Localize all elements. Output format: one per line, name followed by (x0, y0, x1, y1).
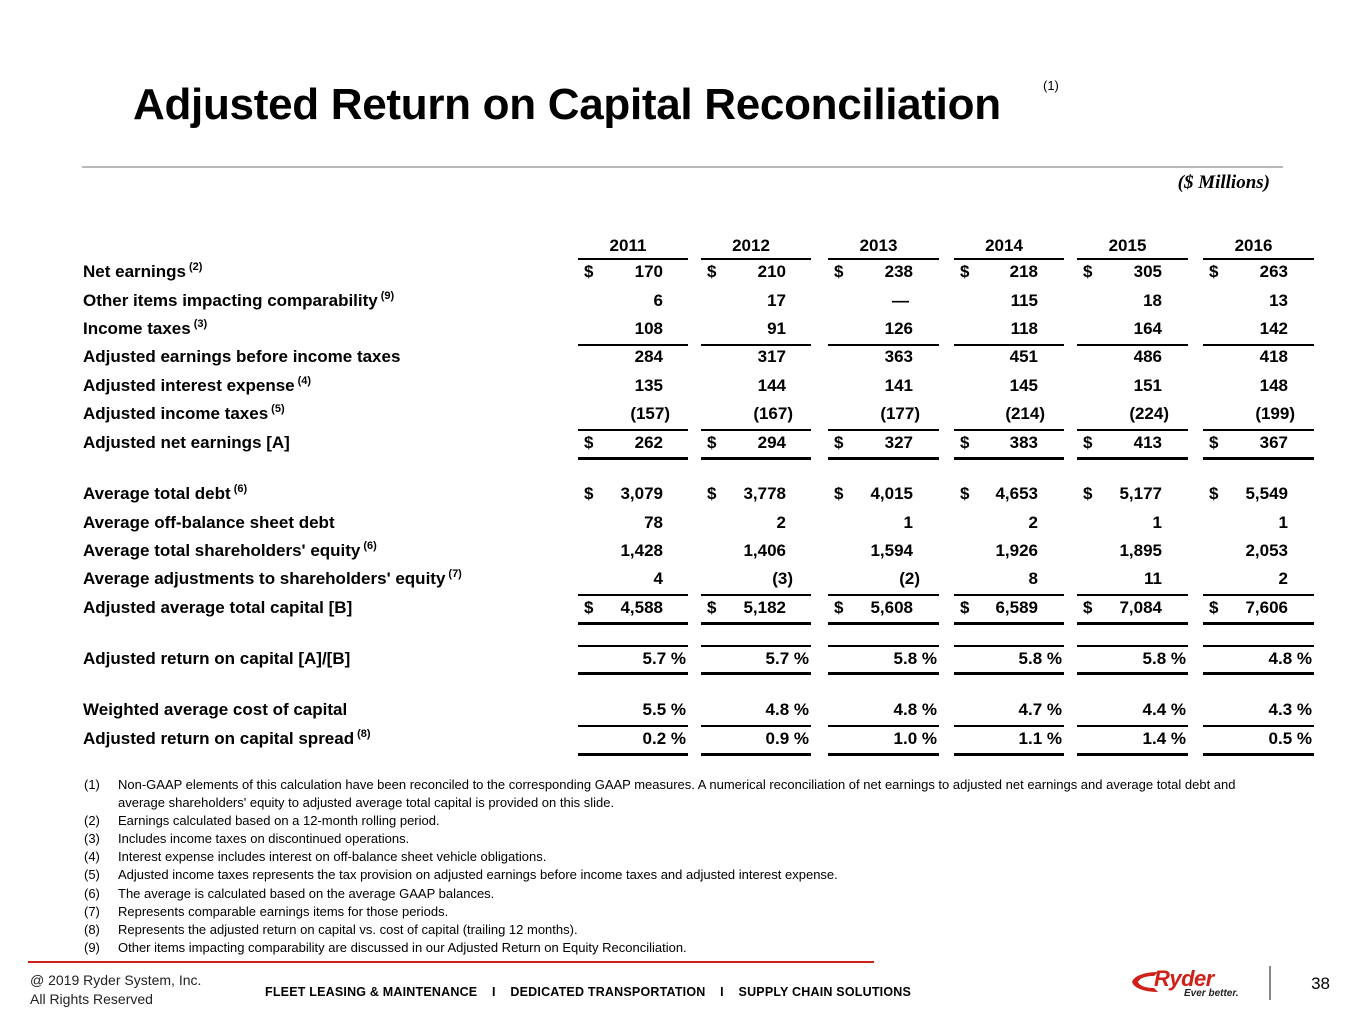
table-cell: 141 (884, 376, 913, 395)
cell-underline (701, 258, 811, 260)
table-cell: 2 (776, 513, 786, 532)
row-label-text: Adjusted return on capital spread (83, 729, 355, 748)
cell-underline (578, 753, 688, 756)
cell-underline (1077, 725, 1188, 727)
table-cell: 294 (757, 433, 786, 452)
table-cell: 4.8 % (1268, 649, 1312, 668)
cell-underline (954, 725, 1064, 727)
footnote-ref: (8) (357, 728, 371, 740)
table-cell: 413 (1133, 433, 1162, 452)
cell-underline (1077, 457, 1188, 460)
row-label-text: Adjusted net earnings [A] (83, 433, 290, 452)
table-cell: 17 (767, 291, 786, 310)
table-cell: 2 (1278, 569, 1288, 588)
footnote: (1) Non-GAAP elements of this calculation have been reconciled to the corresponding GAAP measures. A numerical reconciliation of net earnings to adjusted net earnings and average total debt and average shareholders' equity to adjusted average total capital is provided on this slide. (84, 777, 1236, 811)
table-cell: 145 (1009, 376, 1038, 395)
table-cell: 142 (1259, 319, 1288, 338)
currency-symbol: $ (960, 433, 970, 452)
table-cell: 18 (1143, 291, 1162, 310)
footnote: (9) Other items impacting comparability are discussed in our Adjusted Return on Equity Reconciliation. (84, 939, 687, 955)
row-label (83, 404, 285, 424)
table-cell: 383 (1009, 433, 1038, 452)
table-cell: 1,406 (743, 541, 786, 560)
table-cell: 363 (884, 347, 913, 366)
footnote: (2) Earnings calculated based on a 12-month rolling period. (84, 813, 440, 829)
currency-symbol: $ (960, 484, 970, 503)
year-header: 2015 (1108, 236, 1147, 255)
cell-underline (828, 344, 939, 346)
row-label (83, 569, 462, 589)
cell-underline (828, 457, 939, 460)
row-label-text: Adjusted earnings before income taxes (83, 347, 401, 366)
footnote: (6) The average is calculated based on the average GAAP balances. (84, 885, 495, 901)
footnote-ref: (5) (271, 403, 285, 415)
footnote-ref: (6) (363, 540, 377, 552)
row-label (83, 484, 247, 504)
row-label (83, 700, 347, 720)
row-label-text: Average adjustments to shareholders' equity (83, 569, 446, 588)
table-cell: 0.2 % (642, 729, 686, 748)
logo-divider (1269, 966, 1271, 1000)
cell-underline (701, 753, 811, 756)
row-label (83, 376, 311, 396)
table-cell: 1,428 (620, 541, 663, 560)
table-cell: 8 (1028, 569, 1038, 588)
row-label-text: Adjusted income taxes (83, 404, 269, 423)
cell-underline (701, 429, 811, 431)
table-cell: 5,549 (1245, 484, 1288, 503)
table-cell: — (892, 291, 909, 310)
cell-underline (1203, 725, 1314, 727)
cell-underline (828, 622, 939, 625)
table-cell: 91 (767, 319, 786, 338)
cell-underline (1203, 672, 1314, 675)
footnote: (5) Adjusted income taxes represents the tax provision on adjusted earnings before income taxes and adjusted interest expense. (84, 867, 838, 883)
table-cell: 13 (1269, 291, 1288, 310)
cell-underline (578, 457, 688, 460)
cell-underline (701, 344, 811, 346)
row-label-text: Adjusted average total capital [B] (83, 598, 353, 617)
table-cell: 5,608 (870, 598, 913, 617)
table-cell: 4.7 % (1018, 700, 1062, 719)
row-label (83, 433, 290, 453)
table-cell: 367 (1259, 433, 1288, 452)
currency-symbol: $ (1083, 598, 1093, 617)
row-label (83, 598, 352, 618)
row-label-text: Income taxes (83, 319, 191, 338)
cell-underline (1203, 753, 1314, 756)
table-cell: 115 (1010, 291, 1038, 310)
table-cell: 4,653 (995, 484, 1038, 503)
table-cell: 284 (634, 347, 663, 366)
table-cell: 0.9 % (765, 729, 809, 748)
table-cell: 210 (757, 262, 786, 281)
table-cell: 11 (1144, 569, 1162, 588)
footnotes (84, 776, 1284, 957)
currency-symbol: $ (707, 433, 717, 452)
year-header: 2013 (859, 236, 898, 255)
cell-underline (1203, 645, 1314, 647)
cell-underline (1203, 622, 1314, 625)
cell-underline (828, 429, 939, 431)
table-cell: 151 (1133, 376, 1162, 395)
row-label-text: Average total shareholders' equity (83, 541, 361, 560)
table-cell: 1.1 % (1018, 729, 1062, 748)
cell-underline (828, 258, 939, 260)
cell-underline (1077, 753, 1188, 756)
table-cell: 4.4 % (1142, 700, 1186, 719)
table-cell: (3) (772, 569, 793, 588)
table-cell: 5.7 % (642, 649, 686, 668)
table-cell: 148 (1259, 376, 1288, 395)
table-cell: 5,182 (743, 598, 786, 617)
table-cell: 7,606 (1245, 598, 1288, 617)
cell-underline (954, 344, 1064, 346)
footnote: (7) Represents comparable earnings items for those periods. (84, 903, 449, 919)
currency-symbol: $ (834, 433, 844, 452)
currency-symbol: $ (960, 598, 970, 617)
table-cell: 1 (903, 513, 913, 532)
footer-divider (28, 961, 874, 963)
cell-underline (1203, 258, 1314, 260)
table-cell: 1 (1278, 513, 1288, 532)
table-cell: 164 (1133, 319, 1162, 338)
table-cell: 1 (1152, 513, 1162, 532)
table-cell: 263 (1259, 262, 1288, 281)
row-label (83, 729, 371, 749)
table-cell: 1.4 % (1142, 729, 1186, 748)
table-cell: 126 (884, 319, 913, 338)
title-footnote-ref: (1) (1043, 78, 1059, 93)
cell-underline (1077, 672, 1188, 675)
cell-underline (828, 594, 939, 596)
cell-underline (828, 645, 939, 647)
table-cell: 486 (1133, 347, 1162, 366)
cell-underline (1077, 622, 1188, 625)
row-label-text: Weighted average cost of capital (83, 700, 348, 719)
table-cell: 5.7 % (765, 649, 809, 668)
table-cell: 218 (1009, 262, 1038, 281)
cell-underline (701, 725, 811, 727)
currency-symbol: $ (1209, 598, 1219, 617)
currency-symbol: $ (584, 598, 594, 617)
cell-underline (578, 645, 688, 647)
table-cell: 4,015 (870, 484, 913, 503)
units-label: ($ Millions) (1177, 172, 1270, 193)
footnote-ref: (3) (193, 318, 208, 330)
cell-underline (701, 457, 811, 460)
cell-underline (954, 457, 1064, 460)
cell-underline (1077, 258, 1188, 260)
row-label-text: Average total debt (83, 484, 231, 503)
currency-symbol: $ (834, 484, 844, 503)
currency-symbol: $ (584, 262, 594, 281)
table-cell: 3,778 (743, 484, 786, 503)
year-header: 2012 (732, 236, 770, 255)
row-label (83, 649, 350, 669)
currency-symbol: $ (1209, 433, 1219, 452)
table-cell: 6 (653, 291, 663, 310)
table-cell: (214) (1005, 404, 1045, 423)
footnote-ref: (9) (380, 290, 395, 302)
cell-underline (578, 725, 688, 727)
table-cell: (224) (1129, 404, 1169, 423)
cell-underline (1077, 594, 1188, 596)
table-cell: 170 (634, 262, 663, 281)
table-cell: 2,053 (1245, 541, 1288, 560)
table-cell: (2) (899, 569, 920, 588)
cell-underline (954, 753, 1064, 756)
table-cell: 135 (634, 376, 663, 395)
row-label-text: Net earnings (83, 262, 186, 281)
cell-underline (954, 258, 1064, 260)
cell-underline (578, 429, 688, 431)
row-label (83, 347, 400, 367)
row-label-text: Average off-balance sheet debt (83, 513, 335, 532)
row-label (83, 319, 207, 339)
table-cell: 238 (884, 262, 913, 281)
cell-underline (578, 672, 688, 675)
table-cell: 4.3 % (1268, 700, 1312, 719)
table-cell: 1,895 (1119, 541, 1162, 560)
currency-symbol: $ (707, 484, 717, 503)
footnote-ref: (6) (233, 483, 248, 495)
table-cell: 1.0 % (893, 729, 937, 748)
table-cell: 5.8 % (1018, 649, 1062, 668)
ryder-logo (1128, 966, 1246, 1002)
currency-symbol: $ (1083, 433, 1093, 452)
logo-slogan: Ever better. (1184, 988, 1239, 999)
currency-symbol: $ (1083, 484, 1093, 503)
table-cell: (167) (753, 404, 793, 423)
cell-underline (578, 622, 688, 625)
table-cell: 1,594 (870, 541, 913, 560)
footnote: (4) Interest expense includes interest on off-balance sheet vehicle obligations. (84, 849, 547, 865)
cell-underline (954, 672, 1064, 675)
cell-underline (1077, 429, 1188, 431)
title-divider (82, 166, 1283, 168)
cell-underline (701, 594, 811, 596)
cell-underline (954, 645, 1064, 647)
currency-symbol: $ (834, 598, 844, 617)
table-cell: 4.8 % (893, 700, 937, 719)
table-cell: 262 (634, 433, 663, 452)
cell-underline (1203, 457, 1314, 460)
cell-underline (1203, 429, 1314, 431)
table-cell: 327 (884, 433, 913, 452)
cell-underline (1077, 645, 1188, 647)
currency-symbol: $ (1209, 262, 1219, 281)
cell-underline (701, 622, 811, 625)
table-cell: 305 (1133, 262, 1162, 281)
cell-underline (1203, 594, 1314, 596)
table-cell: 108 (634, 319, 663, 338)
currency-symbol: $ (584, 484, 594, 503)
cell-underline (828, 725, 939, 727)
currency-symbol: $ (707, 262, 717, 281)
table-cell: 5.5 % (642, 700, 686, 719)
row-label-text: Other items impacting comparability (83, 291, 378, 310)
year-header: 2011 (609, 236, 647, 255)
table-cell: 5,177 (1119, 484, 1162, 503)
table-cell: 451 (1009, 347, 1038, 366)
cell-underline (701, 672, 811, 675)
page-number: 38 (1311, 974, 1330, 993)
table-cell: 118 (1010, 319, 1038, 338)
currency-symbol: $ (960, 262, 970, 281)
table-cell: 2 (1028, 513, 1038, 532)
table-cell: 418 (1259, 347, 1288, 366)
table-cell: 4.8 % (765, 700, 809, 719)
table-cell: 0.5 % (1268, 729, 1312, 748)
footnote: (8) Represents the adjusted return on capital vs. cost of capital (trailing 12 months). (84, 921, 578, 937)
table-cell: 4,588 (620, 598, 663, 617)
currency-symbol: $ (584, 433, 594, 452)
cell-underline (828, 753, 939, 756)
table-cell: 1,926 (995, 541, 1038, 560)
year-header: 2016 (1234, 236, 1273, 255)
cell-underline (578, 258, 688, 260)
table-cell: 317 (757, 347, 786, 366)
table-cell: 144 (757, 376, 786, 395)
row-label (83, 291, 394, 311)
cell-underline (578, 344, 688, 346)
currency-symbol: $ (1083, 262, 1093, 281)
logo-wordmark: Ryder (1154, 966, 1214, 991)
table-cell: 3,079 (620, 484, 663, 503)
row-label (83, 513, 335, 533)
table-cell: 5.8 % (1142, 649, 1186, 668)
currency-symbol: $ (1209, 484, 1219, 503)
row-label-text: Adjusted interest expense (83, 376, 295, 395)
table-cell: 5.8 % (893, 649, 937, 668)
cell-underline (954, 594, 1064, 596)
footnote-ref: (2) (188, 261, 203, 273)
currency-symbol: $ (834, 262, 844, 281)
cell-underline (1077, 344, 1188, 346)
table-cell: 4 (653, 569, 663, 588)
row-label (83, 541, 377, 561)
cell-underline (578, 594, 688, 596)
cell-underline (954, 429, 1064, 431)
footnote: (3) Includes income taxes on discontinued operations. (84, 831, 410, 847)
cell-underline (954, 622, 1064, 625)
currency-symbol: $ (707, 598, 717, 617)
row-label (83, 262, 202, 282)
cell-underline (1203, 344, 1314, 346)
cell-underline (701, 645, 811, 647)
cell-underline (828, 672, 939, 675)
table-cell: (157) (630, 404, 670, 423)
table-cell: (177) (880, 404, 920, 423)
footnote-ref: (7) (448, 568, 462, 580)
footer-tagline: FLEET LEASING & MAINTENANCE I DEDICATED TRANSPORTATION I SUPPLY CHAIN SOLUTIONS (265, 985, 912, 999)
table-cell: (199) (1255, 404, 1295, 423)
table-cell: 7,084 (1119, 598, 1162, 617)
page-title: Adjusted Return on Capital Reconciliation (133, 80, 1001, 129)
copyright: @ 2019 Ryder System, Inc. All Rights Reserved (30, 972, 202, 1007)
year-header: 2014 (985, 236, 1023, 255)
row-label-text: Adjusted return on capital [A]/[B] (83, 649, 351, 668)
table-cell: 78 (644, 513, 663, 532)
table-cell: 6,589 (995, 598, 1038, 617)
footnote-ref: (4) (297, 375, 312, 387)
